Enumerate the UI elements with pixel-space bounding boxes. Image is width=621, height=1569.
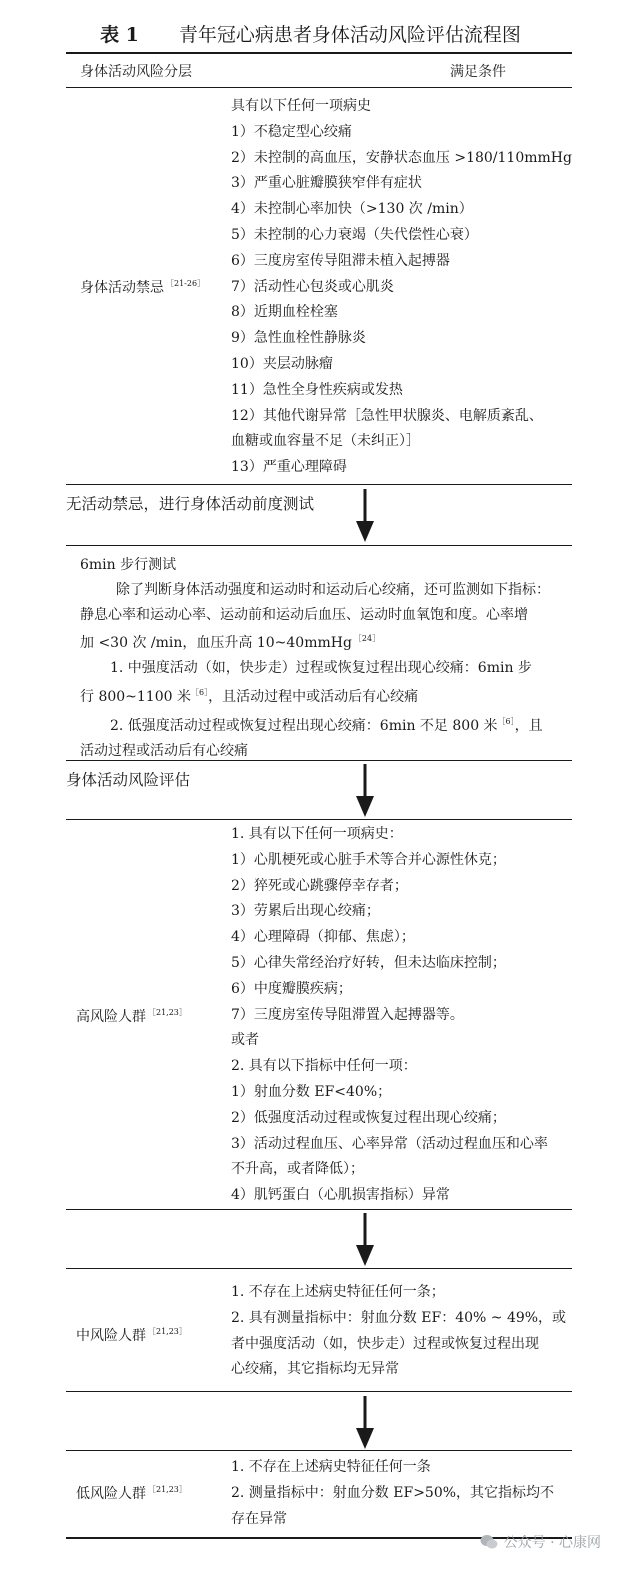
contraindication-ref: ［21-26］ xyxy=(166,279,206,288)
list-item: 5）未控制的心力衰竭（失代偿性心衰） xyxy=(231,226,478,243)
list-item: 3）活动过程血压、心率异常（活动过程血压和心率 xyxy=(231,1135,548,1152)
list-item: 1. 具有以下任何一项病史： xyxy=(231,826,403,842)
header-rule xyxy=(66,87,572,88)
walk-test-item1-line1: 1. 中强度活动（如，快步走）过程或恢复过程出现心绞痛：6min 步 xyxy=(110,660,532,677)
list-item: 6）三度房室传导阻滞未植入起搏器 xyxy=(231,252,450,269)
list-item: 2）未控制的高血压，安静状态血压 >180/110mmHg xyxy=(231,149,572,166)
list-item: 1）射血分数 EF<40%； xyxy=(231,1083,392,1100)
walk-test-item1-pre: 行 800~1100 米 xyxy=(80,688,191,705)
flow-arrow-icon xyxy=(355,1213,375,1267)
list-item: 或者 xyxy=(231,1032,259,1049)
contraindication-label-text: 身体活动禁忌 xyxy=(80,280,164,296)
walk-test-item2-pre: 2. 低强度活动过程或恢复过程出现心绞痛：6min 不足 800 米 xyxy=(110,717,498,734)
low-risk-label-text: 低风险人群 xyxy=(76,1486,146,1502)
flow-arrow-icon xyxy=(355,489,375,543)
list-item: 1. 不存在上述病史特征任何一条 xyxy=(231,1459,431,1475)
list-item: 13）严重心理障碍 xyxy=(231,459,347,476)
low-risk-label xyxy=(76,1479,187,1505)
list-item: 不升高，或者降低）； xyxy=(231,1161,364,1178)
header-risk-level: 身体活动风险分层 xyxy=(80,64,192,80)
list-item: 10）夹层动脉瘤 xyxy=(231,355,333,372)
list-item: 5）心律失常经治疗好转，但未达临床控制； xyxy=(231,954,506,971)
list-item: 7）三度房室传导阻滞置入起搏器等。 xyxy=(231,1006,464,1023)
list-item: 具有以下任何一项病史 xyxy=(231,98,371,114)
contraindication-list xyxy=(231,94,572,481)
list-item: 1. 不存在上述病史特征任何一条； xyxy=(231,1284,445,1300)
list-item: 2）猝死或心跳骤停幸存者； xyxy=(231,877,408,894)
list-item: 存在异常 xyxy=(231,1510,287,1527)
band1-rule xyxy=(66,545,572,546)
walk-test-item2-line1 xyxy=(80,710,550,739)
table-number: 表 1 xyxy=(100,24,139,46)
list-item: 12）其他代谢异常［急性甲状腺炎、电解质紊乱、 xyxy=(231,407,543,424)
wechat-icon xyxy=(480,1534,498,1550)
high-risk-list xyxy=(231,822,548,1209)
walk-test-item2-ref: ［6］ xyxy=(497,716,515,726)
contraindication-label xyxy=(80,273,205,299)
walk-test-block xyxy=(80,553,550,763)
list-item: 2. 测量指标中：射血分数 EF>50%，其它指标均不 xyxy=(231,1484,555,1501)
high-risk-ref: ［21,23］ xyxy=(148,1008,187,1017)
list-item: 11）急性全身性疾病或发热 xyxy=(231,381,403,398)
flow-arrow-icon xyxy=(355,1396,375,1450)
low-risk-ref: ［21,23］ xyxy=(148,1485,187,1494)
list-item: 者中强度活动（如，快步走）过程或恢复过程出现 xyxy=(231,1335,539,1352)
band-no-contraindication: 无活动禁忌，进行身体活动前度测试 xyxy=(66,495,315,513)
medium-risk-list xyxy=(231,1280,566,1383)
watermark xyxy=(480,1532,601,1552)
walk-test-item2-post: ，且 xyxy=(514,717,543,734)
list-item: 心绞痛，其它指标均无异常 xyxy=(231,1361,399,1378)
watermark-text: 公众号 · 心康网 xyxy=(503,1535,601,1551)
table-title xyxy=(0,20,621,50)
walk-test-para1-line3-text: 加 <30 次 /min，血压升高 10~40mmHg xyxy=(80,635,352,652)
low-risk-list xyxy=(231,1455,554,1532)
list-item: 2）低强度活动过程或恢复过程出现心绞痛； xyxy=(231,1109,506,1126)
walk-test-ref: ［24］ xyxy=(353,634,381,644)
medium-risk-ref: ［21,23］ xyxy=(148,1327,187,1336)
list-item: 4）心理障碍（抑郁、焦虑）； xyxy=(231,929,415,946)
section2-rule xyxy=(66,760,572,761)
section1-rule xyxy=(66,484,572,485)
walk-test-item1-line2 xyxy=(80,681,550,710)
medium-risk-label xyxy=(76,1321,187,1347)
header-conditions: 满足条件 xyxy=(450,64,506,80)
high-risk-label xyxy=(76,1002,187,1028)
arrow4-rule xyxy=(66,1450,572,1451)
list-item: 2. 具有测量指标中：射血分数 EF：40% ~ 49%，或 xyxy=(231,1309,567,1326)
walk-test-item1-ref: ［6］ xyxy=(190,687,209,697)
band-risk-assessment: 身体活动风险评估 xyxy=(66,771,191,789)
walk-test-para1-line1: 除了判断身体活动强度和运动时和运动后心绞痛，还可监测如下指标： xyxy=(116,581,550,598)
list-item: 1）心肌梗死或心脏手术等合并心源性休克； xyxy=(231,851,506,868)
band2-rule xyxy=(66,819,572,820)
walk-test-para1-line2: 静息心率和运动心率、运动前和运动后血压、运动时血氧饱和度。心率增 xyxy=(80,606,528,623)
section4-rule xyxy=(66,1391,572,1392)
high-risk-label-text: 高风险人群 xyxy=(76,1009,146,1025)
list-item: 8）近期血栓栓塞 xyxy=(231,304,338,321)
table-title-text: 青年冠心病患者身体活动风险评估流程图 xyxy=(178,24,521,46)
walk-test-para1-line3 xyxy=(80,627,550,656)
walk-test-title: 6min 步行测试 xyxy=(80,557,177,573)
arrow3-rule xyxy=(66,1268,572,1269)
list-item: 4）未控制心率加快（>130 次 /min） xyxy=(231,201,473,218)
section3-rule xyxy=(66,1209,572,1210)
list-item: 3）劳累后出现心绞痛； xyxy=(231,903,380,920)
list-item: 9）急性血栓性静脉炎 xyxy=(231,330,366,347)
walk-test-item2-line2: 活动过程或活动后有心绞痛 xyxy=(80,742,248,759)
list-item: 6）中度瓣膜疾病； xyxy=(231,980,352,997)
walk-test-item1-post: ，且活动过程中或活动后有心绞痛 xyxy=(208,688,419,705)
medium-risk-label-text: 中风险人群 xyxy=(76,1328,146,1344)
list-item: 1）不稳定型心绞痛 xyxy=(231,123,352,140)
list-item: 血糖或血容量不足（未纠正）］ xyxy=(231,433,420,450)
list-item: 4）肌钙蛋白（心肌损害指标）异常 xyxy=(231,1187,450,1204)
top-rule xyxy=(66,52,572,54)
list-item: 7）活动性心包炎或心肌炎 xyxy=(231,278,394,295)
list-item: 2. 具有以下指标中任何一项： xyxy=(231,1058,417,1075)
list-item: 3）严重心脏瓣膜狭窄伴有症状 xyxy=(231,175,422,192)
flow-arrow-icon xyxy=(355,764,375,818)
